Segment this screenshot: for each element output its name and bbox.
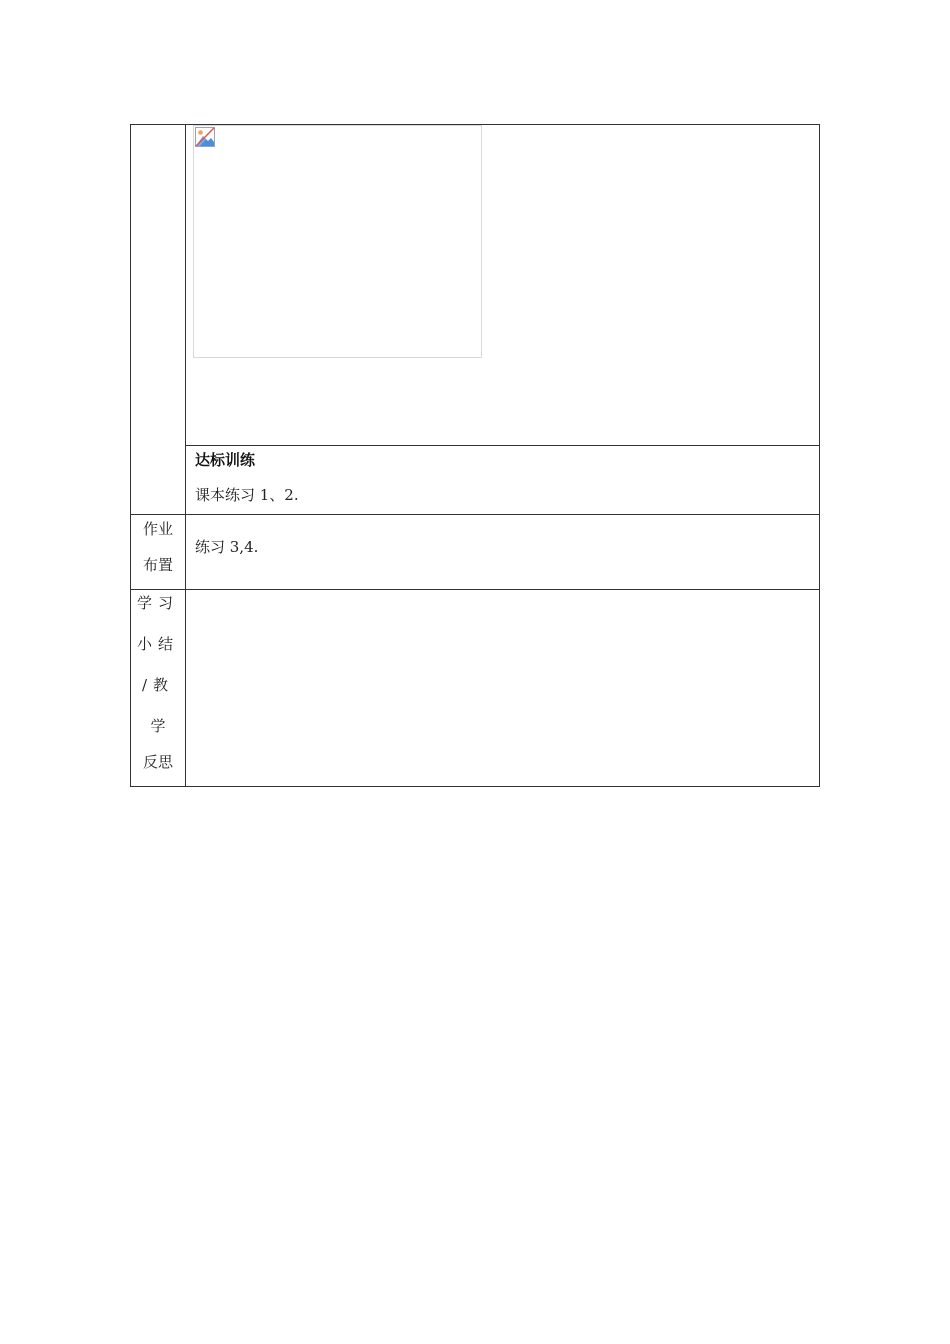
homework-content: 练习 3,4. <box>195 538 259 556</box>
practice-heading: 达标训练 <box>195 451 256 469</box>
homework-label-line1: 作业 <box>142 520 173 538</box>
broken-image-icon <box>195 127 215 147</box>
reflection-label-line3: /教 <box>141 676 175 694</box>
reflection-label-line5: 反思 <box>142 753 173 771</box>
reflection-label-line4: 学 <box>150 717 166 735</box>
reflection-label-line2: 小结 <box>136 635 179 653</box>
lesson-plan-table <box>130 124 820 787</box>
row-divider-reflection <box>131 589 819 590</box>
row-divider-practice <box>185 445 819 446</box>
reflection-label-line1: 学习 <box>136 594 179 612</box>
column-divider <box>185 125 186 786</box>
image-placeholder <box>193 125 482 358</box>
row-divider-homework <box>131 514 819 515</box>
homework-label-line2: 布置 <box>142 556 173 574</box>
practice-content: 课本练习 1、2. <box>195 486 299 504</box>
